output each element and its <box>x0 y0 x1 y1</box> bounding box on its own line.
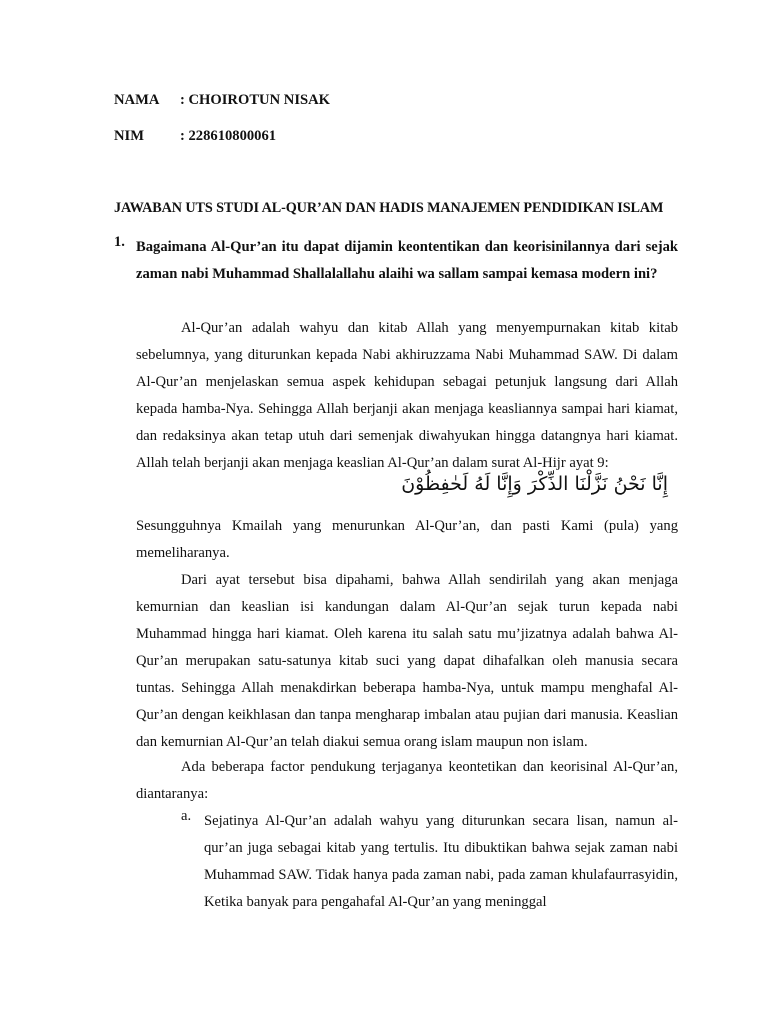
verse-translation: Sesungguhnya Kmailah yang menurunkan Al-Qur’an, dan pasti Kami (pula) yang memeliharanya. <box>136 518 678 561</box>
list-item-a: Sejatinya Al-Qur’an adalah wahyu yang diturunkan secara lisan, namun al-qur’an juga sebagai kitab yang tertulis. Itu dibuktikan bahwa sejak zaman nabi Muhammad SAW. Tidak hanya pada zaman nabi, pada zaman khulafaurrasyidin, Ketika banyak para pengahafal Al-Qur’an yang meninggal <box>204 813 678 910</box>
paragraph-3: Ada beberapa factor pendukung terjaganya keontetikan dan keorisinal Al-Qur’an, diantaranya: <box>136 759 678 802</box>
arabic-verse: إِنَّا نَحْنُ نَزَّلْنَا الذِّكْرَ وَإِنَّا لَهُ لَحٰفِظُوْنَ <box>401 473 668 495</box>
paragraph-1: Al-Qur’an adalah wahyu dan kitab Allah yang menyempurnakan kitab kitab sebelumnya, yang diturunkan kepada Nabi akhiruzzama Nabi Muhammad SAW. Di dalam Al-Qur’an menjelaskan semua aspek kehidupan sebagai petunjuk langsung dari Allah kepada hamba-Nya. Sehingga Allah berjanji akan menjaga keasliannya sampai hari kiamat, dan redaksinya akan tetap utuh dari semenjak diwahyukan hingga datangnya hari kiamat. Allah telah berjanji akan menjaga keaslian Al-Qur’an dalam surat Al-Hijr ayat 9: <box>136 320 678 471</box>
document-heading: JAWABAN UTS STUDI AL-QUR’AN DAN HADIS MANAJEMEN PENDIDIKAN ISLAM <box>114 200 664 216</box>
nim-row <box>114 128 276 145</box>
nama-row <box>114 92 330 109</box>
nama-label: NAMA <box>114 92 160 108</box>
nim-label: NIM <box>114 128 144 144</box>
list-marker-a: a. <box>181 808 192 824</box>
paragraph-2: Dari ayat tersebut bisa dipahami, bahwa Allah sendirilah yang akan menjaga kemurnian dan keaslian isi kandungan dalam Al-Qur’an sejak turun kepada nabi Muhammad hingga hari kiamat. Oleh karena itu salah satu mu’jizatnya adalah bahwa Al-Qur’an merupakan satu-satunya kitab suci yang dapat dihafalkan oleh manusia secara tuntas. Sehingga Allah menakdirkan beberapa hamba-Nya, untuk mampu menghafal Al-Qur’an dengan keikhlasan dan tanpa mengharap imbalan atau pujian dari manusia. Keaslian dan kemurnian Al-Qur’an telah diakui semua orang islam maupun non islam. <box>136 572 678 750</box>
nim-value: : 228610800061 <box>180 128 277 144</box>
question-text: Bagaimana Al-Qur’an itu dapat dijamin keontentikan dan keorisinilannya dari sejak zaman nabi Muhammad Shallalallahu alaihi wa sallam sampai kemasa modern ini? <box>136 239 678 282</box>
question-number: 1. <box>114 234 125 250</box>
nama-value: : CHOIROTUN NISAK <box>180 92 331 108</box>
